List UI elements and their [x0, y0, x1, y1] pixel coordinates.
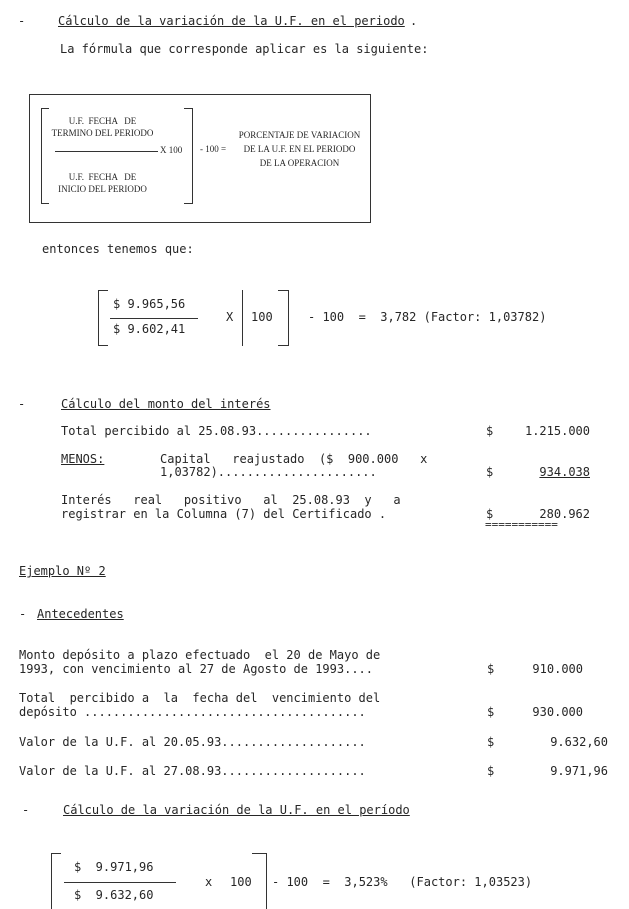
formula-result-line3: DE LA OPERACION: [259, 158, 340, 168]
formula-result-line2: DE LA U.F. EN EL PERIODO: [243, 144, 356, 154]
calc1-fraction-line: [110, 318, 198, 319]
formula-fraction-line: [55, 151, 158, 152]
row1-value: 1.215.000: [524, 424, 590, 438]
calc1-left-bracket: [98, 290, 99, 346]
ant-row1-line2: 1993, con vencimiento al 27 de Agosto de 1993....: [19, 662, 374, 676]
calc2-denominator: $ 9.632,60: [74, 888, 154, 902]
ant-row1-value: 910.000: [532, 662, 583, 676]
row3-label-line1: Interés real positivo al 25.08.93 y a: [61, 493, 401, 507]
calc1-denominator: $ 9.602,41: [113, 322, 186, 336]
calc2-x: x: [205, 875, 213, 889]
formula-minus-100: - 100 =: [200, 144, 227, 154]
ant-row2-line1: Total percibido a la fecha del vencimiento del: [19, 691, 381, 705]
section3-dash: -: [22, 803, 30, 817]
calc1-hundred: 100: [251, 310, 273, 324]
calc1-left-bracket-bottom: [98, 345, 108, 346]
calc1-rest: - 100 = 3,782 (Factor: 1,03782): [308, 310, 547, 324]
section3-title: Cálculo de la variación de la U.F. en el período: [63, 803, 410, 817]
row3-label-line2: registrar en la Columna (7) del Certificado .: [61, 507, 387, 521]
ant-row2-currency: $: [487, 705, 495, 719]
calc1-right-bracket-bottom: [278, 345, 288, 346]
row3-value: 280.962: [539, 507, 590, 521]
section2-dash: -: [18, 397, 26, 411]
calc2-fraction-line: [64, 882, 176, 883]
row1-label: Total percibido al 25.08.93................: [61, 424, 372, 438]
row3-currency: $: [486, 507, 494, 521]
row2-label-line1: Capital reajustado ($ 900.000 x: [160, 452, 428, 466]
ant-row4-label: Valor de la U.F. al 27.08.93....................: [19, 764, 366, 778]
row2-value: 934.038: [539, 465, 590, 479]
ant-row3-value: 9.632,60: [550, 735, 608, 749]
calc2-numerator: $ 9.971,96: [74, 860, 154, 874]
formula-right-bracket-bottom: [184, 203, 192, 204]
calc2-inner-bracket-top: [252, 853, 266, 854]
calc2-rest: - 100 = 3,523% (Factor: 1,03523): [272, 875, 533, 889]
antecedentes-title: Antecedentes: [37, 607, 124, 621]
calc1-numerator: $ 9.965,56: [113, 297, 186, 311]
calc2-inner-bracket: [266, 853, 267, 909]
row2-label-line2: 1,03782)......................: [160, 465, 377, 479]
formula-denominator-line2: INICIO DEL PERIODO: [58, 184, 147, 194]
calc1-right-bracket: [282, 290, 289, 346]
calc2-hundred: 100: [230, 875, 252, 889]
calc2-left-bracket: [51, 853, 52, 909]
calc1-inner-bracket: [242, 290, 243, 346]
calc1-left-bracket-top: [98, 290, 108, 291]
entonces-text: entonces tenemos que:: [42, 242, 194, 256]
formula-left-bracket-top: [41, 108, 49, 109]
formula-right-bracket: [186, 108, 193, 204]
row3-double-line: ===========: [485, 518, 558, 531]
formula-result-line1: PORCENTAJE DE VARIACION: [238, 130, 361, 140]
row1-currency: $: [486, 424, 494, 438]
ant-row3-currency: $: [487, 735, 495, 749]
ejemplo-title: Ejemplo Nº 2: [19, 564, 106, 578]
menos-label: MENOS:: [61, 452, 105, 466]
section1-intro: La fórmula que corresponde aplicar es la siguiente:: [60, 42, 429, 56]
section1-title-end: .: [410, 14, 418, 28]
ant-row2-value: 930.000: [532, 705, 583, 719]
section2-title: Cálculo del monto del interés: [61, 397, 271, 411]
ant-row3-label: Valor de la U.F. al 20.05.93....................: [19, 735, 366, 749]
formula-numerator-line2: TERMINO DEL PERIODO: [51, 128, 154, 138]
ant-row4-currency: $: [487, 764, 495, 778]
row2-currency: $: [486, 465, 494, 479]
ant-row4-value: 9.971,96: [550, 764, 608, 778]
calc2-left-bracket-top: [51, 853, 61, 854]
formula-left-bracket: [41, 108, 42, 204]
formula-right-bracket-top: [184, 108, 192, 109]
calc1-right-bracket-top: [278, 290, 288, 291]
ant-row1-line1: Monto depósito a plazo efectuado el 20 de Mayo de: [19, 648, 381, 662]
formula-times-100: X 100: [160, 145, 183, 155]
formula-numerator-line1: U.F. FECHA DE: [68, 116, 137, 126]
ant-row2-line2: depósito .......................................: [19, 705, 366, 719]
formula-denominator-line1: U.F. FECHA DE: [68, 172, 137, 182]
antecedentes-dash: -: [19, 607, 27, 621]
section1-title: Cálculo de la variación de la U.F. en el periodo: [58, 14, 405, 28]
calc1-x: X: [226, 310, 234, 324]
section1-dash: -: [18, 14, 26, 28]
ant-row1-currency: $: [487, 662, 495, 676]
formula-left-bracket-bottom: [41, 203, 49, 204]
